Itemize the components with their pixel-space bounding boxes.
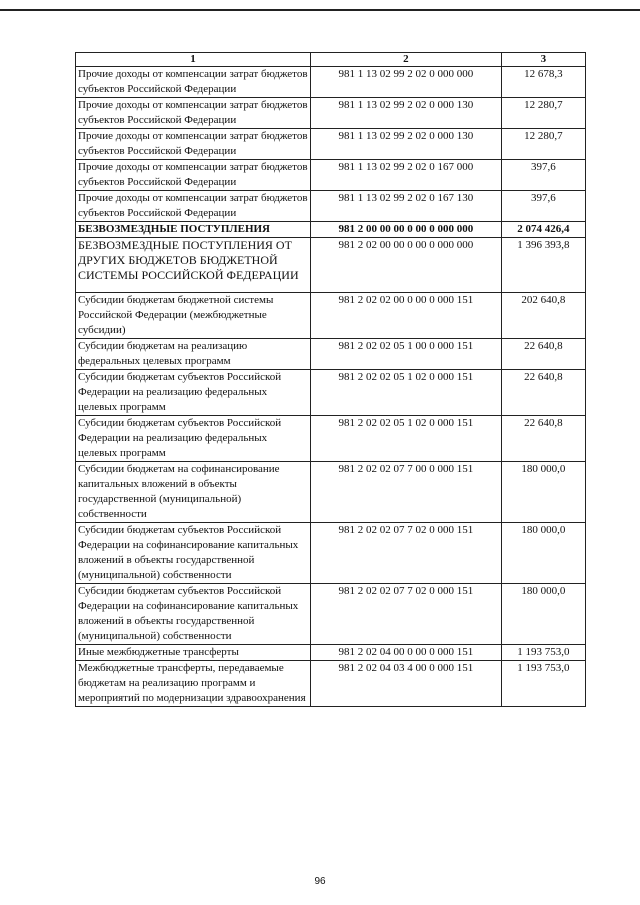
row-amount: 12 678,3 [501,67,585,98]
row-code: 981 2 00 00 00 0 00 0 000 000 [310,222,501,238]
row-amount: 22 640,8 [501,416,585,462]
row-amount: 180 000,0 [501,462,585,523]
row-description: Субсидии бюджетам субъектов Российской Федерации на софинансирование капитальных вложений в объекты государственной (муниципальной) собственности [76,523,311,584]
row-code: 981 2 02 02 05 1 02 0 000 151 [310,416,501,462]
row-description: БЕЗВОЗМЕЗДНЫЕ ПОСТУПЛЕНИЯ [76,222,311,238]
row-amount: 22 640,8 [501,370,585,416]
row-description: БЕЗВОЗМЕЗДНЫЕ ПОСТУПЛЕНИЯ ОТ ДРУГИХ БЮДЖЕТОВ БЮДЖЕТНОЙ СИСТЕМЫ РОССИЙСКОЙ ФЕДЕРАЦИИ [76,238,311,293]
row-description: Субсидии бюджетам на реализацию федеральных целевых программ [76,339,311,370]
table-row [76,191,586,222]
row-amount: 202 640,8 [501,293,585,339]
table-row [76,238,586,293]
row-amount: 180 000,0 [501,584,585,645]
row-description: Субсидии бюджетам бюджетной системы Российской Федерации (межбюджетные субсидии) [76,293,311,339]
row-description: Иные межбюджетные трансферты [76,645,311,661]
row-amount: 1 193 753,0 [501,645,585,661]
column-header: 1 [76,53,311,67]
table-row [76,416,586,462]
budget-table [75,52,586,707]
top-rule [0,9,640,11]
row-amount: 397,6 [501,160,585,191]
row-code: 981 1 13 02 99 2 02 0 167 000 [310,160,501,191]
row-description: Прочие доходы от компенсации затрат бюджетов субъектов Российской Федерации [76,98,311,129]
table-row [76,661,586,707]
row-code: 981 1 13 02 99 2 02 0 167 130 [310,191,501,222]
table-row [76,98,586,129]
row-description: Прочие доходы от компенсации затрат бюджетов субъектов Российской Федерации [76,191,311,222]
row-code: 981 2 02 04 03 4 00 0 000 151 [310,661,501,707]
row-code: 981 2 02 02 05 1 00 0 000 151 [310,339,501,370]
row-description: Межбюджетные трансферты, передаваемые бюджетам на реализацию программ и мероприятий по модернизации здравоохранения [76,661,311,707]
table-row [76,67,586,98]
row-amount: 12 280,7 [501,98,585,129]
row-amount: 22 640,8 [501,339,585,370]
row-code: 981 1 13 02 99 2 02 0 000 000 [310,67,501,98]
row-amount: 2 074 426,4 [501,222,585,238]
row-code: 981 2 02 02 07 7 00 0 000 151 [310,462,501,523]
column-header: 3 [501,53,585,67]
row-code: 981 2 02 02 00 0 00 0 000 151 [310,293,501,339]
row-amount: 1 396 393,8 [501,238,585,293]
row-amount: 12 280,7 [501,129,585,160]
row-code: 981 1 13 02 99 2 02 0 000 130 [310,98,501,129]
row-code: 981 2 02 04 00 0 00 0 000 151 [310,645,501,661]
row-description: Субсидии бюджетам субъектов Российской Федерации на софинансирование капитальных вложений в объекты государственной (муниципальной) собственности [76,584,311,645]
row-amount: 180 000,0 [501,523,585,584]
table-row [76,584,586,645]
table-row [76,339,586,370]
table-row-total [76,222,586,238]
table-row [76,523,586,584]
row-description: Прочие доходы от компенсации затрат бюджетов субъектов Российской Федерации [76,67,311,98]
row-code: 981 2 02 00 00 0 00 0 000 000 [310,238,501,293]
row-code: 981 2 02 02 07 7 02 0 000 151 [310,584,501,645]
table-row [76,160,586,191]
row-amount: 397,6 [501,191,585,222]
row-description: Субсидии бюджетам субъектов Российской Федерации на реализацию федеральных целевых программ [76,370,311,416]
table-row [76,293,586,339]
table-header-row [76,53,586,67]
table-row [76,129,586,160]
table-row [76,370,586,416]
row-code: 981 2 02 02 05 1 02 0 000 151 [310,370,501,416]
row-description: Субсидии бюджетам на софинансирование капитальных вложений в объекты государственной (муниципальной) собственности [76,462,311,523]
table-row [76,645,586,661]
row-description: Прочие доходы от компенсации затрат бюджетов субъектов Российской Федерации [76,129,311,160]
row-description: Субсидии бюджетам субъектов Российской Федерации на реализацию федеральных целевых программ [76,416,311,462]
row-amount: 1 193 753,0 [501,661,585,707]
page-number: 96 [314,876,326,887]
table-row [76,462,586,523]
column-header: 2 [310,53,501,67]
row-code: 981 1 13 02 99 2 02 0 000 130 [310,129,501,160]
row-code: 981 2 02 02 07 7 02 0 000 151 [310,523,501,584]
row-description: Прочие доходы от компенсации затрат бюджетов субъектов Российской Федерации [76,160,311,191]
